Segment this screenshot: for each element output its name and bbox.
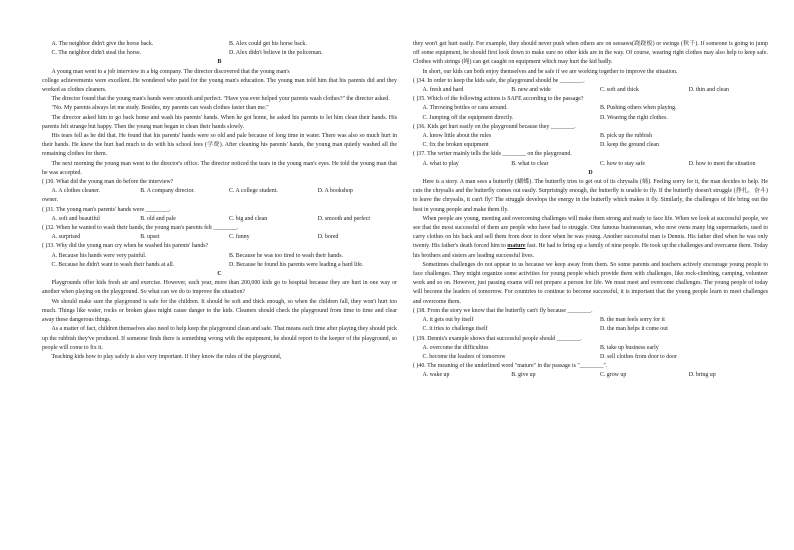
question-stem: ( )34. In order to keep the kids safe, the playground should be ________. bbox=[413, 77, 585, 84]
section-b-title: B bbox=[217, 59, 222, 66]
section-d-title: D bbox=[588, 169, 593, 176]
paragraph: The director asked him to go back home and wash his parents' hands. When he got home, he asked his parents to let him clean their hands. His parents felt strange but happy. Then the young man began to clean their hands slowly. bbox=[42, 114, 397, 130]
option: D. Wearing the right clothes. bbox=[599, 114, 668, 121]
question-group-c bbox=[413, 77, 768, 169]
question-stem: ( )33. Why did the young man cry when he washed his parents' hands? bbox=[42, 243, 209, 250]
option: B. A company director. bbox=[140, 188, 195, 195]
question-options bbox=[413, 371, 768, 380]
option: A. soft and beautiful bbox=[51, 215, 100, 222]
option: D. smooth and perfect bbox=[317, 215, 371, 222]
underlined-word: mature bbox=[507, 243, 526, 250]
option-continuation: owner. bbox=[42, 197, 58, 204]
question-options bbox=[413, 344, 768, 362]
paragraph: A young man went to a job interview in a big company. The director discovered that the young man's bbox=[51, 68, 290, 75]
option: A. Throwing bottles or cans around. bbox=[422, 105, 508, 112]
paragraph: The director found that the young man's hands were smooth and perfect. "Have you ever helped your parents wash clothes?" the director asked. bbox=[51, 96, 390, 103]
paragraph: The next morning the young man went to the director's office. The director noticed the tears in the young man's eyes. He told the young man that he was accepted. bbox=[42, 160, 397, 176]
option: A. The neighbor didn't give the horse back. bbox=[51, 41, 154, 47]
option: D. sell clothes from door to door bbox=[599, 353, 677, 360]
option: B. give up bbox=[511, 372, 536, 379]
option: B. Pushing others when playing. bbox=[599, 105, 677, 112]
option: A. A clothes cleaner. bbox=[51, 188, 101, 195]
option: B. take up business early bbox=[599, 344, 659, 351]
option: C. The neighbor didn't steal the horse. bbox=[51, 50, 142, 57]
option: A. it gets out by itself bbox=[422, 317, 474, 324]
option: D. Alex didn't believe in the policeman. bbox=[228, 50, 323, 57]
question-options bbox=[42, 233, 397, 242]
option: D. Because he found his parents were leading a hard life. bbox=[228, 261, 364, 268]
question-stem: ( )39. Dennis's example shows that successful people should ________. bbox=[413, 335, 582, 342]
paragraph: As a matter of fact, children themselves also need to help keep the playground clean and safe. That means each time after playing they should pick up the rubbish they've produced. If someone finds there is something wrong with the equipment, he should report to the keeper of the playground, so people will come to fix it. bbox=[42, 326, 397, 351]
question-stem: ( )32. When he wanted to wash their hands, the young man's parents felt ________. bbox=[42, 225, 239, 232]
paragraph: Playgrounds offer kids fresh air and exercise. However, each year, more than 200,000 kids go to hospital because they are hurt in one way or another when playing on the playground. So what can we do to improve the situation? bbox=[42, 280, 397, 296]
question-stem: ( )38. From the story we know that the butterfly can't fly because ________. bbox=[413, 307, 593, 314]
option: B. pick up the rubbish bbox=[599, 133, 653, 140]
paragraph: His tears fell as he did that. He found that his parents' hands were so old and pale because of long time in water. There was also so much hurt in their hands. He knew the hurt had much to do with his school fees (学费). After cleaning his parents' hands, the young man quietly washed all the remaining clothes for them. bbox=[42, 133, 397, 158]
paragraph: Here is a story. A man sees a butterfly (蝴蝶). The butterfly tries to get out of its chrysalis (蛹). Feeling sorry for it, the man decides to help. He cuts the chrysalis and the butterfly comes out easily. Surprisingly enough, the butterfly is unable to fly. If the butterfly doesn't struggle (挣扎，奋斗) to leave the chrysalis, it can't fly! The struggle develops the energy in the butterfly which makes it fly. Similarly, the challenges of life bring out the best in young people and make them fly. bbox=[413, 179, 768, 213]
option: C. Jumping off the equipment directly. bbox=[422, 114, 514, 121]
option: D. thin and clean bbox=[688, 87, 729, 94]
option: C. become the leaders of tomorrow bbox=[422, 353, 506, 360]
paragraph: We should make sure the playground is safe for the children. It should be soft and thick enough, so when the children fall, they won't hurt too much. Things like water, rocks or broken glass might cause danger to the kids. Cleaners should check the playground from time to time and clear away these dangerous things. bbox=[42, 298, 397, 324]
option: B. old and pale bbox=[140, 215, 176, 222]
question-options bbox=[413, 160, 768, 169]
option: A. fresh and hard bbox=[422, 87, 464, 94]
option: B. Alex could get his horse back. bbox=[228, 41, 307, 47]
option: B. the man feels sorry for it bbox=[599, 317, 665, 324]
option: D. bring up bbox=[688, 372, 716, 379]
right-column bbox=[413, 40, 768, 550]
option: B. what to clear bbox=[511, 160, 549, 167]
question-options bbox=[413, 132, 768, 150]
option: C. how to stay safe bbox=[599, 160, 645, 167]
option: C. Because he didn't want to wash their hands at all. bbox=[51, 261, 175, 268]
left-column bbox=[42, 40, 397, 550]
option: A. know little about the rules bbox=[422, 133, 492, 140]
section-c-title: C bbox=[217, 271, 222, 278]
option: C. it tries to challenge itself bbox=[422, 326, 488, 333]
option: C. A college student. bbox=[228, 188, 278, 195]
option: B. Because he was too tired to wash their hands. bbox=[228, 252, 343, 259]
question-group-b bbox=[42, 178, 397, 270]
paragraph: college achievements were excellent. He wondered who paid for the young man's education. The young man told him that his parents did and they worked as clothes cleaners. bbox=[42, 77, 397, 94]
option: C. grow up bbox=[599, 372, 627, 379]
paragraph-with-underline bbox=[413, 215, 768, 261]
question-stem: ( )36. Kids get hurt easily on the playground because they ________. bbox=[413, 123, 576, 130]
question-options bbox=[413, 316, 768, 334]
question-stem: ( )30. What did the young man do before the interview? bbox=[42, 179, 174, 186]
option: D. A bookshop bbox=[317, 188, 353, 195]
option: D. bored bbox=[317, 234, 339, 241]
option: B. upset bbox=[140, 234, 160, 241]
question-stem: ( )37. The writer mainly tells the kids ________ on the playground. bbox=[413, 151, 572, 158]
option: A. wake up bbox=[422, 372, 450, 379]
option: A. overcome the difficulties bbox=[422, 344, 489, 351]
option: A. what to play bbox=[422, 160, 459, 167]
option: D. the man helps it come out bbox=[599, 326, 668, 333]
paragraph: In short, our kids can both enjoy themselves and be safe if we are working together to improve the situation. bbox=[422, 68, 678, 75]
paragraph: they won't get hurt easily. For example, they should never push when others are on seesaws(跷跷板) or swings (秋千). If someone is going to jump off some equipment, he should first look down to make sure no other kids are in the way. Of course, wearing right clothes may also help to keep safe. Clothes with strings (绳) can get caught on equipment which may hurt the kid badly. bbox=[413, 41, 768, 66]
option: A. Because his hands were very painful. bbox=[51, 252, 147, 259]
option: D. keep the ground clean bbox=[599, 142, 659, 149]
text: When people are young, meeting and overcoming challenges will make them strong and ready to face life. When we look at successful people, we see that the most successful of them are people who have had to struggle. One famous businessman, who now owns many big supermarkets, used to carry clothes on his back and sell them from door to door when he was young. Another successful man is Dennis. His father died when he was only twenty. His father's death forced him to bbox=[413, 215, 768, 250]
question-options bbox=[42, 215, 397, 224]
question-options bbox=[413, 104, 768, 122]
question-stem: ( )31. The young man's parents' hands were ________. bbox=[42, 206, 171, 213]
question-stem: ( )40. The meaning of the underlined word "mature" in the passage is "________". bbox=[413, 363, 608, 370]
question-options bbox=[413, 86, 768, 95]
option: C. fix the broken equipment bbox=[422, 142, 489, 149]
text: fast. He had to bring up a family of nine people. He took up the challenges and overcame them. Today his brothers and sisters are leading successful lives. bbox=[413, 243, 768, 259]
question-stem: ( )35. Which of the following actions is SAFE according to the passage? bbox=[413, 96, 584, 103]
option: D. how to meet the situation bbox=[688, 160, 756, 167]
question-options bbox=[42, 187, 397, 196]
option: B. new and wide bbox=[511, 87, 551, 94]
paragraph: "No. My parents always let me study. Besides, my parents can wash clothes faster than me." bbox=[51, 105, 269, 112]
question-options bbox=[42, 252, 397, 270]
option: C. soft and thick bbox=[599, 87, 639, 94]
paragraph: Sometimes challenges do not appear to us because we keep away from them. So some parents and teachers actively encourage young people to face challenges. They might organize some activities for young people which provide them with challenges, like rock-climbing, camping, volunteer work and so on. However, just passing exams will not prepare a person for life. We must meet and overcome challenges. The young people of today will become the leaders of tomorrow. For countries to continue to become successful, it is important that the young people learn to meet challenges and overcome them. bbox=[413, 261, 768, 305]
paragraph: Teaching kids how to play safely is also very important. If they know the rules of the playground, bbox=[51, 353, 282, 360]
option: A. surprised bbox=[51, 234, 81, 241]
option: C. big and clean bbox=[228, 215, 268, 222]
passage-a-options-tail bbox=[42, 40, 397, 58]
question-group-d bbox=[413, 307, 768, 381]
option: C. funny bbox=[228, 234, 250, 241]
